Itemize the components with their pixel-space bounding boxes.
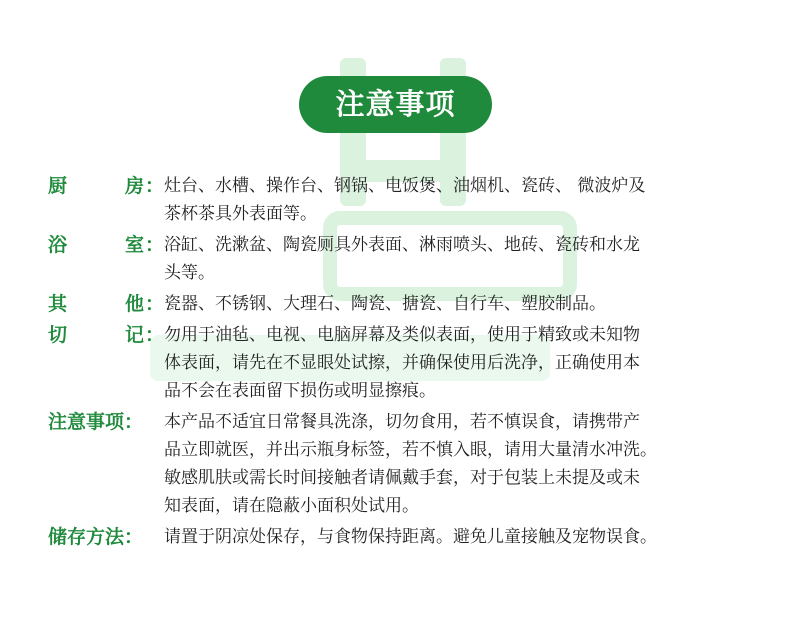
section-title: 注意事项: [335, 87, 456, 121]
text-line: 瓷器、不锈钢、大理石、陶瓷、搪瓷、自行车、塑胶制品。: [164, 294, 606, 314]
text-line: 浴缸、洗漱盆、陶瓷厕具外表面、淋雨喷头、地砖、瓷砖和水龙: [164, 235, 640, 255]
row-text: [164, 408, 758, 520]
row-label: [48, 290, 164, 318]
row-label-text: [48, 172, 144, 200]
row-label: [48, 523, 164, 551]
label-char: 其: [48, 293, 68, 315]
row-text: [164, 231, 758, 287]
notice-row-remember: [48, 321, 758, 405]
label-char: 记: [124, 324, 144, 346]
row-label: [48, 321, 164, 349]
row-label: [48, 231, 164, 259]
row-label-text: 注意事项：: [48, 411, 144, 433]
row-label: [48, 408, 164, 436]
row-label-text: 储存方法：: [48, 526, 144, 548]
text-line: 灶台、水槽、操作台、钢锅、电饭煲、油烟机、瓷砖、 微波炉及: [164, 176, 646, 196]
label-char: 厨: [48, 175, 68, 197]
text-line: 头等。: [164, 263, 215, 283]
label-colon: ：: [144, 234, 164, 256]
label-char: 浴: [48, 234, 68, 256]
label-colon: ：: [144, 324, 164, 346]
text-line: 本产品不适宜日常餐具洗涤，切勿食用，若不慎误食，请携带产: [164, 412, 640, 432]
label-char: 他: [124, 293, 144, 315]
text-line: 请置于阴凉处保存，与食物保持距离。避免儿童接触及宠物误食。: [164, 527, 657, 547]
label-colon: ：: [144, 175, 164, 197]
label-colon: ：: [144, 293, 164, 315]
row-text: [164, 290, 758, 318]
text-line: 茶杯茶具外表面等。: [164, 204, 317, 224]
label-char: 室: [124, 234, 144, 256]
row-text: [164, 321, 758, 405]
text-line: 敏感肌肤或需长时间接触者请佩戴手套，对于包装上未提及或未: [164, 468, 640, 488]
text-line: 勿用于油毡、电视、电脑屏幕及类似表面，使用于精致或未知物: [164, 325, 640, 345]
text-line: 品不会在表面留下损伤或明显擦痕。: [164, 381, 436, 401]
row-label-text: [48, 231, 144, 259]
text-line: 体表面，请先在不显眼处试擦，并确保使用后洗净，正确使用本: [164, 353, 640, 373]
label-char: 切: [48, 324, 68, 346]
notice-row-storage: [48, 523, 758, 551]
section-title-pill: [299, 76, 492, 133]
notice-content: [48, 172, 758, 551]
text-line: 知表面，请在隐蔽小面积处试用。: [164, 496, 419, 516]
label-char: 房: [124, 175, 144, 197]
text-line: 品立即就医，并出示瓶身标签，若不慎入眼，请用大量清水冲洗。: [164, 440, 657, 460]
notice-row-other: [48, 290, 758, 318]
row-text: [164, 523, 758, 551]
notice-row-precautions: [48, 408, 758, 520]
notice-row-bathroom: [48, 231, 758, 287]
row-label: [48, 172, 164, 200]
row-label-text: [48, 290, 144, 318]
row-label-text: [48, 321, 144, 349]
row-text: [164, 172, 758, 228]
notice-row-kitchen: [48, 172, 758, 228]
